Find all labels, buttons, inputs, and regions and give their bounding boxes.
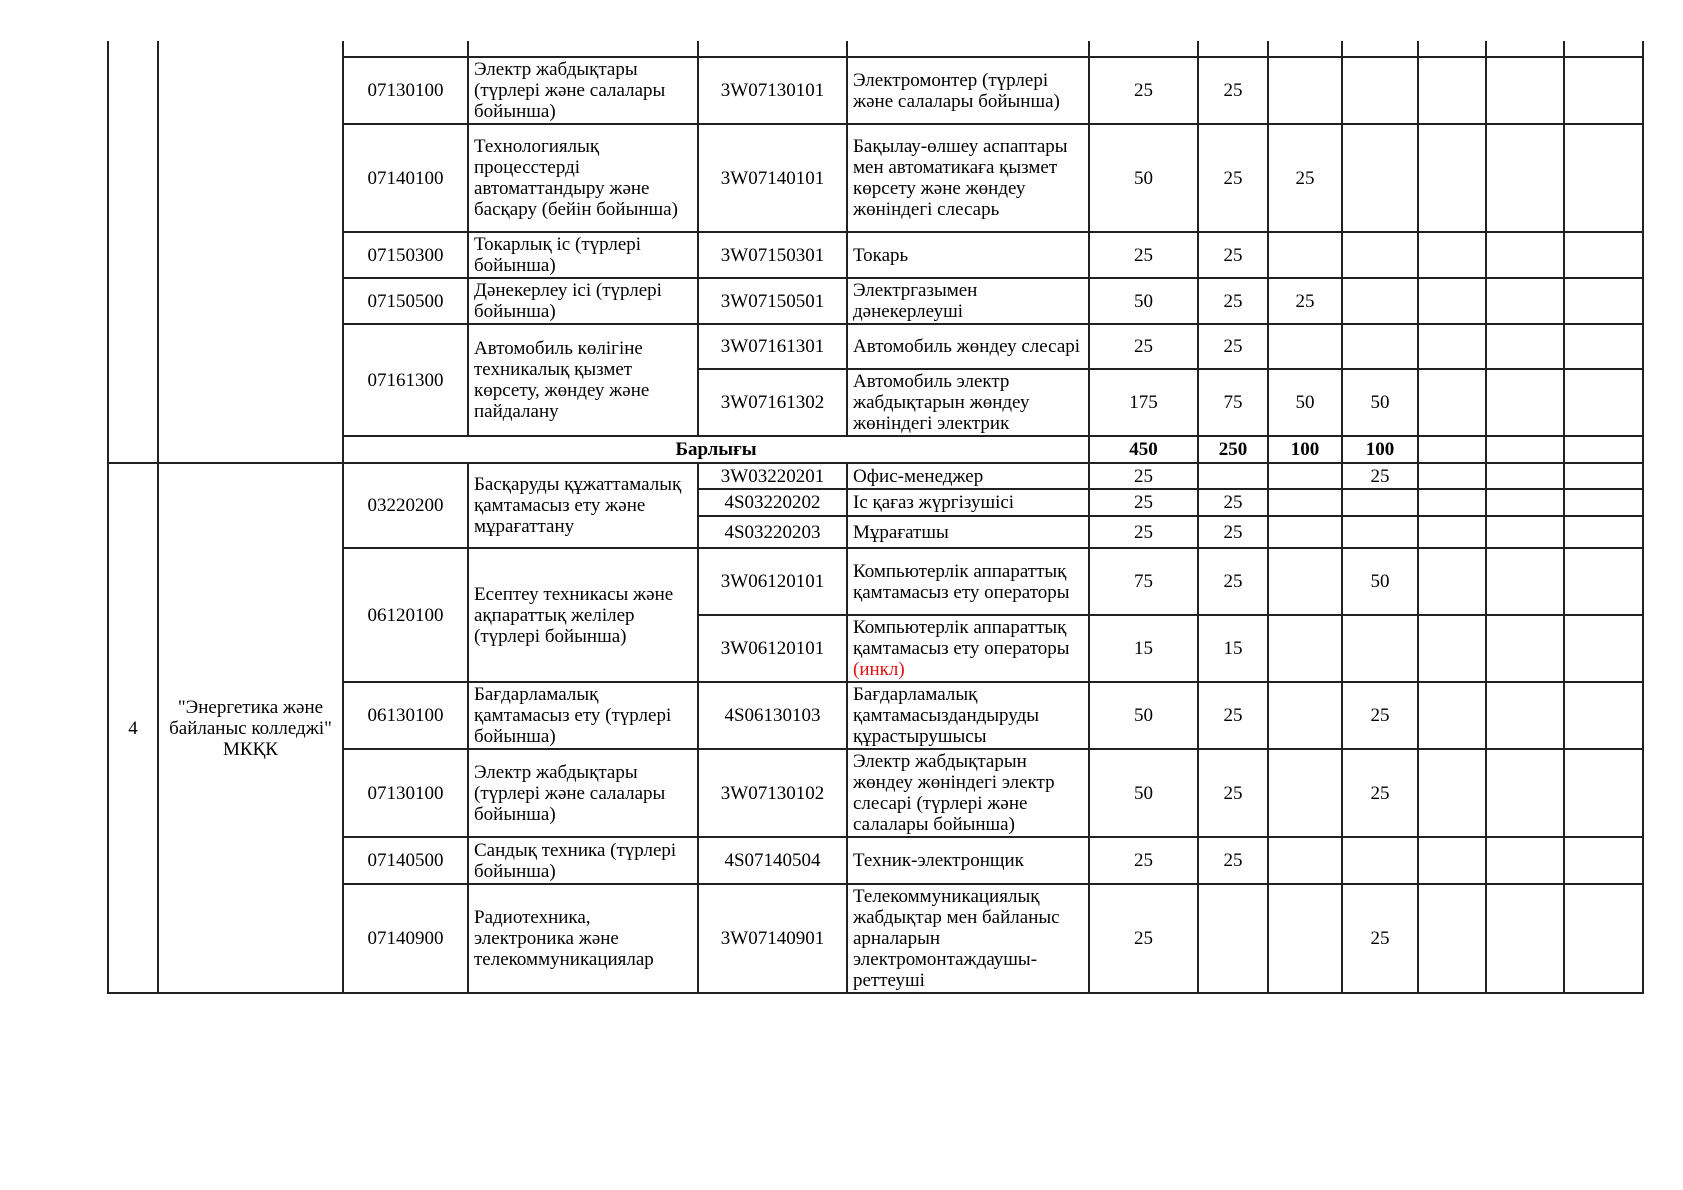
count-cell: 25	[1089, 57, 1198, 124]
count-cell	[1342, 124, 1418, 232]
count-cell	[1268, 682, 1342, 749]
count-cell: 25	[1198, 489, 1268, 516]
count-cell	[1342, 837, 1418, 884]
total-count-cell	[1564, 436, 1643, 463]
code-cell: 07140100	[343, 124, 468, 232]
code-cell: 03220200	[343, 463, 468, 548]
count-cell: 25	[1342, 884, 1418, 993]
count-cell: 25	[1089, 884, 1198, 993]
count-cell: 175	[1089, 369, 1198, 436]
count-cell: 25	[1198, 548, 1268, 615]
number-cell	[108, 41, 158, 463]
specialty-cell: Электр жабдықтары (түрлері және салалары бойынша)	[468, 749, 698, 837]
count-cell	[1418, 837, 1486, 884]
count-cell	[1268, 489, 1342, 516]
code-cell: 07130100	[343, 57, 468, 124]
code-cell: 06120100	[343, 548, 468, 682]
count-cell	[1268, 837, 1342, 884]
count-cell: 50	[1089, 124, 1198, 232]
count-cell: 50	[1268, 369, 1342, 436]
count-cell	[1268, 463, 1342, 489]
code-cell: 06130100	[343, 682, 468, 749]
count-cell: 25	[1198, 837, 1268, 884]
count-cell	[1486, 749, 1564, 837]
qual-code-cell: 3W06120101	[698, 615, 847, 682]
qual-name-cell: Техник-электронщик	[847, 837, 1089, 884]
specialty-cell: Радиотехника, электроника және телекоммуникациялар	[468, 884, 698, 993]
count-cell	[1418, 615, 1486, 682]
count-cell	[1418, 463, 1486, 489]
count-cell	[1418, 57, 1486, 124]
specialty-cell: Автомобиль көлігіне техникалық қызмет көрсету, жөндеу және пайдалану	[468, 324, 698, 436]
qual-code-cell: 3W07161302	[698, 369, 847, 436]
empty-cell	[698, 41, 847, 57]
code-cell: 07150300	[343, 232, 468, 278]
count-cell: 25	[1198, 278, 1268, 324]
count-cell	[1198, 884, 1268, 993]
count-cell: 25	[1089, 232, 1198, 278]
count-cell	[1486, 369, 1564, 436]
count-cell: 25	[1198, 749, 1268, 837]
total-count-cell: 450	[1089, 436, 1198, 463]
total-count-cell	[1486, 436, 1564, 463]
count-cell	[1486, 489, 1564, 516]
qual-name-cell: Автомобиль жөндеу слесарі	[847, 324, 1089, 369]
count-cell	[1268, 324, 1342, 369]
count-cell	[1268, 884, 1342, 993]
count-cell: 25	[1198, 57, 1268, 124]
count-cell	[1342, 516, 1418, 548]
count-cell	[1564, 548, 1643, 615]
count-cell	[1564, 884, 1643, 993]
count-cell: 25	[1198, 324, 1268, 369]
count-cell	[1564, 278, 1643, 324]
count-cell: 50	[1089, 278, 1198, 324]
count-cell	[1418, 232, 1486, 278]
qual-code-cell: 3W07130101	[698, 57, 847, 124]
count-cell	[1418, 489, 1486, 516]
count-cell	[1268, 516, 1342, 548]
count-cell: 15	[1089, 615, 1198, 682]
count-cell	[1486, 124, 1564, 232]
count-cell: 75	[1198, 369, 1268, 436]
qual-code-cell: 4S03220202	[698, 489, 847, 516]
qual-code-cell: 3W07130102	[698, 749, 847, 837]
total-label-cell: Барлығы	[343, 436, 1089, 463]
count-cell	[1418, 278, 1486, 324]
count-cell	[1564, 615, 1643, 682]
count-cell: 50	[1089, 682, 1198, 749]
count-cell	[1564, 682, 1643, 749]
count-cell: 15	[1198, 615, 1268, 682]
count-cell	[1486, 548, 1564, 615]
count-cell: 25	[1198, 232, 1268, 278]
empty-cell	[1564, 41, 1643, 57]
count-cell: 50	[1342, 369, 1418, 436]
qual-code-cell: 4S07140504	[698, 837, 847, 884]
qual-name-cell: Токарь	[847, 232, 1089, 278]
qual-code-cell: 4S03220203	[698, 516, 847, 548]
empty-cell	[1198, 41, 1268, 57]
count-cell	[1342, 278, 1418, 324]
specialty-cell: Есептеу техникасы және ақпараттық желілер (түрлері бойынша)	[468, 548, 698, 682]
count-cell: 25	[1268, 278, 1342, 324]
college-cell	[158, 41, 343, 463]
specialty-cell: Электр жабдықтары (түрлері және салалары бойынша)	[468, 57, 698, 124]
specialty-cell: Бағдарламалық қамтамасыз ету (түрлері бойынша)	[468, 682, 698, 749]
count-cell: 25	[1089, 489, 1198, 516]
count-cell	[1418, 884, 1486, 993]
empty-cell	[1089, 41, 1198, 57]
qual-name-cell: Электромонтер (түрлері және салалары бойынша)	[847, 57, 1089, 124]
code-cell: 07150500	[343, 278, 468, 324]
count-cell	[1268, 615, 1342, 682]
qual-name-cell: Мұрағатшы	[847, 516, 1089, 548]
code-cell: 07161300	[343, 324, 468, 436]
count-cell	[1268, 232, 1342, 278]
count-cell	[1268, 548, 1342, 615]
count-cell: 25	[1198, 682, 1268, 749]
code-cell: 07130100	[343, 749, 468, 837]
qual-name-text: Компьютерлік аппараттық қамтамасыз ету операторы	[853, 617, 1070, 659]
count-cell	[1418, 124, 1486, 232]
count-cell	[1486, 57, 1564, 124]
qual-name-cell: Компьютерлік аппараттық қамтамасыз ету операторы	[847, 548, 1089, 615]
count-cell	[1486, 516, 1564, 548]
empty-cell	[343, 41, 468, 57]
count-cell	[1342, 57, 1418, 124]
count-cell	[1486, 232, 1564, 278]
count-cell	[1486, 884, 1564, 993]
total-count-cell: 250	[1198, 436, 1268, 463]
code-cell: 07140900	[343, 884, 468, 993]
count-cell	[1268, 749, 1342, 837]
total-count-cell: 100	[1268, 436, 1342, 463]
count-cell	[1486, 278, 1564, 324]
count-cell	[1418, 369, 1486, 436]
table-row	[108, 463, 1643, 489]
specialty-cell: Дәнекерлеу ісі (түрлері бойынша)	[468, 278, 698, 324]
qual-name-cell: Офис-менеджер	[847, 463, 1089, 489]
college-cell: "Энергетика және байланыс колледжі" МКҚК	[158, 463, 343, 993]
count-cell: 25	[1089, 837, 1198, 884]
total-count-cell: 100	[1342, 436, 1418, 463]
count-cell	[1486, 682, 1564, 749]
specialty-cell: Токарлық іс (түрлері бойынша)	[468, 232, 698, 278]
empty-cell	[847, 41, 1089, 57]
count-cell	[1564, 489, 1643, 516]
total-count-cell	[1418, 436, 1486, 463]
qual-name-cell: Бақылау-өлшеу аспаптары мен автоматикаға қызмет көрсету және жөндеу жөніндегі слесарь	[847, 124, 1089, 232]
empty-cell	[1418, 41, 1486, 57]
specialty-cell: Сандық техника (түрлері бойынша)	[468, 837, 698, 884]
count-cell: 25	[1342, 463, 1418, 489]
empty-cell	[1342, 41, 1418, 57]
count-cell: 25	[1089, 324, 1198, 369]
qual-code-cell: 3W07150501	[698, 278, 847, 324]
qual-name-cell	[847, 615, 1089, 682]
count-cell: 25	[1342, 749, 1418, 837]
count-cell	[1342, 232, 1418, 278]
number-cell: 4	[108, 463, 158, 993]
qual-name-cell: Телекоммуникациялық жабдықтар мен байланыс арналарын электромонтаждаушы-реттеуші	[847, 884, 1089, 993]
count-cell: 50	[1089, 749, 1198, 837]
count-cell	[1342, 324, 1418, 369]
count-cell	[1418, 682, 1486, 749]
specialty-cell: Басқаруды құжаттамалық қамтамасыз ету және мұрағаттану	[468, 463, 698, 548]
qual-name-cell: Бағдарламалық қамтамасыздандыруды құрастырушысы	[847, 682, 1089, 749]
count-cell	[1564, 232, 1643, 278]
count-cell	[1418, 324, 1486, 369]
count-cell: 25	[1268, 124, 1342, 232]
qual-code-cell: 3W03220201	[698, 463, 847, 489]
count-cell	[1564, 516, 1643, 548]
empty-cell	[1486, 41, 1564, 57]
qual-code-cell: 4S06130103	[698, 682, 847, 749]
specialty-cell: Технологиялық процесстерді автоматтандыру және басқару (бейін бойынша)	[468, 124, 698, 232]
count-cell: 25	[1198, 516, 1268, 548]
qual-code-cell: 3W07150301	[698, 232, 847, 278]
qual-name-note: (инкл)	[853, 659, 905, 680]
count-cell	[1198, 463, 1268, 489]
count-cell	[1486, 615, 1564, 682]
qual-code-cell: 3W07161301	[698, 324, 847, 369]
table-row	[108, 41, 1643, 57]
count-cell	[1342, 489, 1418, 516]
qual-name-cell: Іс қағаз жүргізушісі	[847, 489, 1089, 516]
count-cell	[1564, 124, 1643, 232]
count-cell	[1268, 57, 1342, 124]
count-cell	[1564, 463, 1643, 489]
count-cell	[1342, 615, 1418, 682]
qual-name-cell: Электргазымен дәнекерлеуші	[847, 278, 1089, 324]
empty-cell	[468, 41, 698, 57]
qual-code-cell: 3W07140901	[698, 884, 847, 993]
count-cell	[1418, 749, 1486, 837]
code-cell: 07140500	[343, 837, 468, 884]
count-cell	[1486, 463, 1564, 489]
count-cell: 75	[1089, 548, 1198, 615]
admissions-table	[107, 41, 1644, 994]
count-cell	[1564, 324, 1643, 369]
count-cell	[1418, 516, 1486, 548]
qual-name-cell: Автомобиль электр жабдықтарын жөндеу жөніндегі электрик	[847, 369, 1089, 436]
count-cell	[1486, 837, 1564, 884]
count-cell	[1564, 369, 1643, 436]
count-cell: 25	[1089, 516, 1198, 548]
qual-code-cell: 3W07140101	[698, 124, 847, 232]
count-cell: 25	[1089, 463, 1198, 489]
empty-cell	[1268, 41, 1342, 57]
qual-name-cell: Электр жабдықтарын жөндеу жөніндегі электр слесарі (түрлері және салалары бойынша)	[847, 749, 1089, 837]
count-cell: 25	[1342, 682, 1418, 749]
count-cell	[1486, 324, 1564, 369]
count-cell	[1564, 57, 1643, 124]
count-cell	[1564, 749, 1643, 837]
qual-code-cell: 3W06120101	[698, 548, 847, 615]
count-cell	[1564, 837, 1643, 884]
count-cell	[1418, 548, 1486, 615]
count-cell: 50	[1342, 548, 1418, 615]
count-cell: 25	[1198, 124, 1268, 232]
